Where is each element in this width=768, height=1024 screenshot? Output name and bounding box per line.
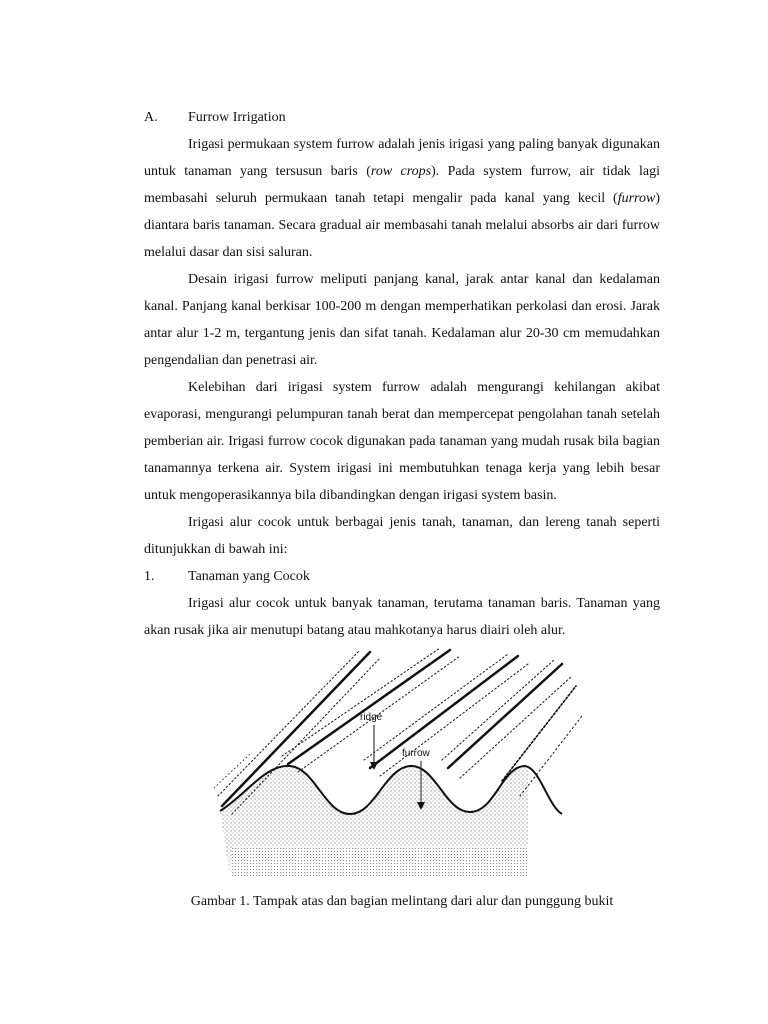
furrow-label: furrow bbox=[402, 748, 430, 759]
term-row-crops: row crops bbox=[370, 164, 432, 179]
figure-caption: Gambar 1. Tampak atas dan bagian melintang dari alur dan punggung bukit bbox=[190, 894, 614, 909]
furrow-cross-section-drawing bbox=[210, 646, 590, 886]
paragraph-4: Irigasi alur cocok untuk berbagai jenis tanah, tanaman, dan lereng tanah seperti ditunjukkan di bawah ini: bbox=[144, 515, 660, 557]
subsection-heading bbox=[144, 563, 660, 590]
section-heading bbox=[144, 108, 286, 128]
ridge-label: ridge bbox=[360, 712, 383, 723]
subsection-number: 1. bbox=[144, 569, 155, 584]
section-title: Furrow Irrigation bbox=[188, 110, 286, 125]
paragraph-1: Irigasi permukaan system furrow adalah jenis irigasi yang paling banyak digunakan untuk tanaman yang tersusun baris (row crops). Pada system furrow, air tidak lagi membasahi seluruh permukaan tanah tetapi mengalir pada kanal yang kecil (furrow) diantara baris tanaman. Secara gradual air membasahi tanah melalui absorbs air dari furrow melalui dasar dan sisi saluran. bbox=[144, 137, 661, 260]
furrow-figure bbox=[210, 646, 590, 886]
term-furrow: furrow bbox=[617, 191, 656, 206]
section-number: A. bbox=[144, 110, 158, 125]
body-text bbox=[144, 131, 660, 644]
paragraph-2: Desain irigasi furrow meliputi panjang kanal, jarak antar kanal dan kedalaman kanal. Panjang kanal berkisar 100-200 m dengan memperhatikan perkolasi dan erosi. Jarak antar alur 1-2 m, tergantung jenis dan sifat tanah. Kedalaman alur 20-30 cm memudahkan pengendalian dan penetrasi air. bbox=[144, 272, 660, 368]
paragraph-5: Irigasi alur cocok untuk banyak tanaman, terutama tanaman baris. Tanaman yang akan rusak jika air menutupi batang atau mahkotanya harus diairi oleh alur. bbox=[144, 596, 660, 638]
soil-block bbox=[220, 766, 562, 878]
paragraph-3: Kelebihan dari irigasi system furrow adalah mengurangi kehilangan akibat evaporasi, mengurangi pelumpuran tanah berat dan mempercepat pengolahan tanah setelah pemberian air. Irigasi furrow cocok digunakan pada tanaman yang mudah rusak bila bagian tanamannya terkena air. System irigasi ini membutuhkan tenaga kerja yang lebih besar untuk mengoperasikannya bila dibandingkan dengan irigasi system basin. bbox=[144, 380, 660, 503]
subsection-title: Tanaman yang Cocok bbox=[188, 569, 310, 584]
